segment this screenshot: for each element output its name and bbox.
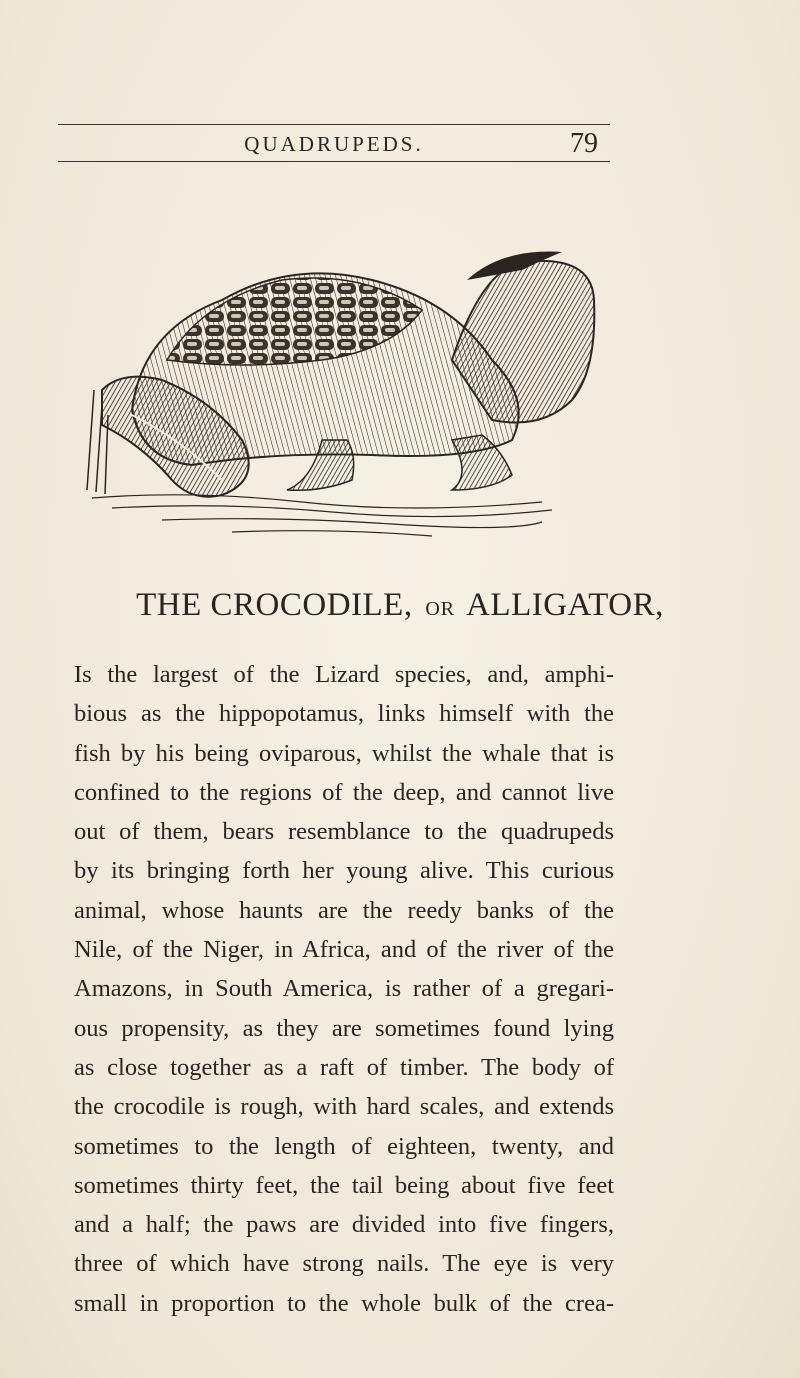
running-head: QUADRUPEDS. (244, 132, 424, 156)
text-line: confined to the regions of the deep, and cannot live (74, 778, 614, 806)
text-line: fish by his being oviparous, whilst the whale that is (74, 739, 614, 767)
title-second: ALLIGATOR, (466, 587, 664, 623)
header-rule-top (58, 124, 610, 125)
text-line: ous propensity, as they are sometimes found lying (74, 1014, 614, 1042)
article-title (0, 587, 800, 624)
text-line: as close together as a raft of timber. The body of (74, 1053, 614, 1081)
text-line: Is the largest of the Lizard species, and, amphi- (74, 661, 614, 688)
text-line: sometimes to the length of eighteen, twenty, and (74, 1132, 614, 1160)
text-line: bious as the hippopotamus, links himself with the (74, 700, 614, 728)
title-main: THE CROCODILE, (136, 587, 413, 623)
text-line: out of them, bears resemblance to the quadrupeds (74, 818, 614, 846)
text-line: Nile, of the Niger, in Africa, and of the river of the (74, 936, 614, 964)
header-rule-bottom (58, 161, 610, 162)
text-line: animal, whose haunts are the reedy banks of the (74, 896, 614, 924)
text-line: by its bringing forth her young alive. This curious (74, 857, 614, 885)
text-line: three of which have strong nails. The eye is very (74, 1250, 614, 1278)
page-number: 79 (570, 128, 598, 159)
text-line: and a half; the paws are divided into five fingers, (74, 1211, 614, 1239)
page-header (58, 128, 610, 158)
text-line: small in proportion to the whole bulk of the crea- (74, 1289, 614, 1317)
text-line: Amazons, in South America, is rather of a gregari- (74, 975, 614, 1003)
body-paragraph (74, 655, 614, 1323)
text-line: the crocodile is rough, with hard scales, and extends (74, 1093, 614, 1121)
title-connector: OR (425, 598, 456, 620)
crocodile-illustration (72, 240, 602, 545)
text-line: sometimes thirty feet, the tail being about five feet (74, 1171, 614, 1199)
